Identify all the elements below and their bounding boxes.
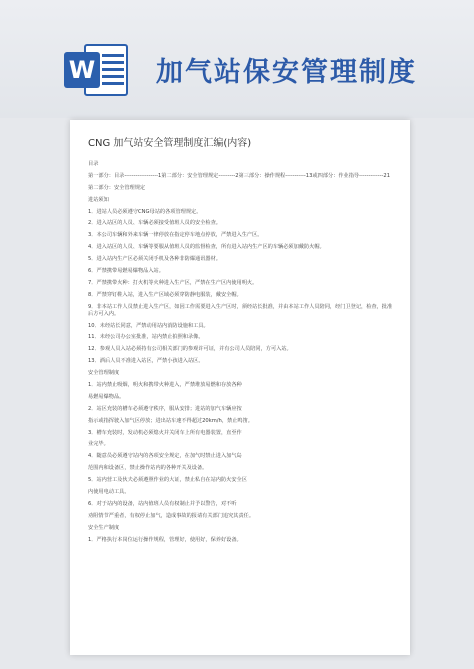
banner [0,0,474,118]
document-line: 第二部分：安全管理规定 [88,184,146,191]
banner-title: 加气站保安管理制度 [156,57,417,88]
document-line: 1．进站人员必须遵守CNG母站的各项管理规定。 [88,208,202,215]
document-line: 指示或指挥驶入加气区停放；进出站车速不得超过20km/h，禁止鸣笛。 [88,417,253,424]
document-line: 进站须知 [88,196,109,203]
document-line: 安全生产制度 [88,524,120,531]
document-line: 1．站内禁止吸烟，明火和携带火种进入，严禁堆放易燃和存放各种 [88,382,242,389]
document-line: 2．进入站区的人员、车辆必须接受值班人员的安全检查。 [88,220,221,227]
document-line: 8．严禁穿钉鞋入站，进入生产区域必须穿防静电服装，戴安全帽。 [88,291,242,298]
document-body [88,134,394,549]
word-document-icon [64,40,130,98]
document-line: 9．非本站工作人员禁止进入生产区，如因工作需要进入生产区时，须经站长批准，并由本站工作人员陪同，经门卫登记，检查，批准后方可入内。 [88,303,393,317]
document-line: 4．进入站区的人员、车辆等要服从值班人员的监督检查，所有进入站内生产区的车辆必须加戴防火帽。 [88,244,325,251]
document-line: 3．本公司车辆和外来车辆一律停放在指定停车地点停放，严禁进入生产区。 [88,232,263,239]
document-line: 安全管理制度 [88,370,120,377]
document-line: 13．酒后人员不准进入站区，严禁小孩进入站区。 [88,358,204,365]
document-line: 内使用电动工具。 [88,489,130,496]
document-line: 易燃易爆物品。 [88,393,125,400]
document-line: 3．槽车充装时，发动机必须熄火并关闭车上所有电器装置，直至作 [88,429,242,436]
document-title: CNG 加气站安全管理制度汇编(内容) [88,138,252,149]
document-line: 10．未经站长同意，严禁动用站内消防设施和工具。 [88,322,209,329]
document-line: 6．严禁携带易燃易爆物品入站。 [88,268,164,275]
document-line: 4．随意员必须遵守站内的各项安全规定，在加气时禁止进入加气岛 [88,453,242,460]
document-line: 第一部分：目录------------------1第二部分：安全管理规定---------2第三部分：操作规程-----------13或四部分：作业指导-------------21 [88,172,391,179]
word-letter-badge: W [64,52,100,88]
document-line: 5．站内营工及伙夫必须遵照作业的大证，禁止私自在站内防火安全区 [88,477,247,484]
document-line: 11．未经公司办公室批准，站内禁止拍照和录像。 [88,334,204,341]
document-line: 6．对于站内的设备，站内值班人员有权制止并予以警告，对不听 [88,500,237,507]
document-line: 1．严格执行本岗位运行操作规程，管理好，使用好，保养好设备。 [88,536,242,543]
document-line: 业完毕。 [88,441,109,448]
document-line: 7．严禁携带火种：打火机等火种进入生产区，严禁在生产区内使用明火。 [88,279,258,286]
document-lines [88,161,394,544]
document-line: 范围内和设备区，禁止操作站内的各种开关及设备。 [88,465,208,472]
document-line: 5．进入站内生产区必须关闭手机及各种非防爆通讯器材。 [88,256,221,263]
document-line: 目录 [88,161,99,167]
document-line: 劝阻情节严重者，有权停止加气，造成事故的报请有关部门追究其责任。 [88,512,255,519]
document-line: 2．站区充装的槽车必须遵守秩序，服从安排；进站的加气车辆应按 [88,405,242,412]
document-page [70,120,410,655]
document-line: 12．参观人员入站必须持有公司相关部门的参观许可证，并有公司人员陪同，方可入站。 [88,346,292,353]
